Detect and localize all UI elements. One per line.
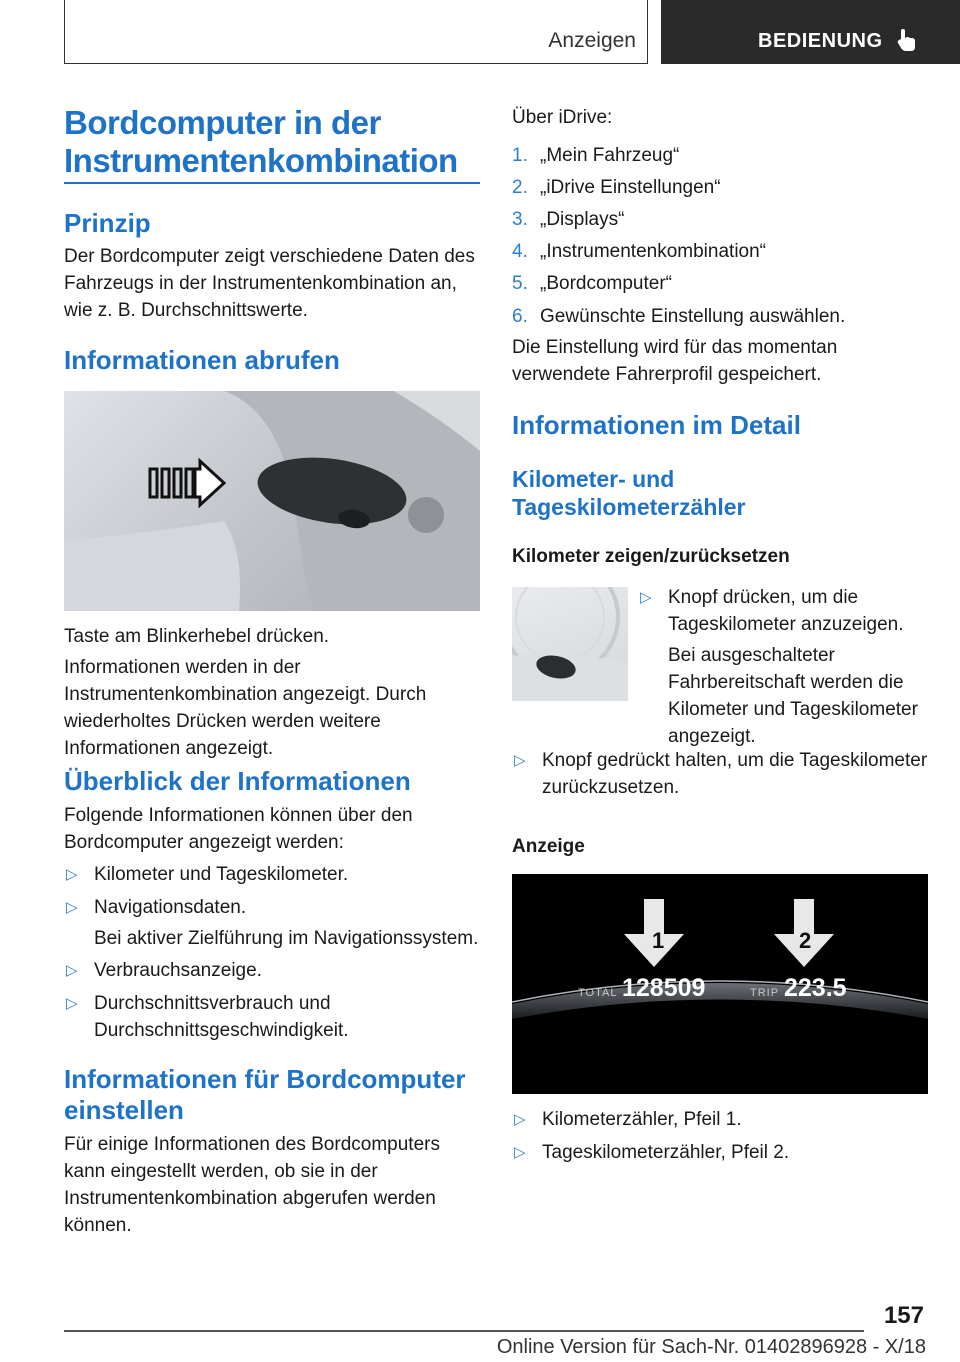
total-value: 128509 [622, 974, 706, 1002]
page-number: 157 [883, 1302, 924, 1329]
odometer-display-photo [512, 874, 928, 1094]
steps-note: Die Einstellung wird für das momentan verwendete Fahrerprofil gespeichert. [512, 337, 838, 385]
arrow-1-label: 1 [652, 928, 665, 953]
instrument-cluster-button-photo [512, 587, 628, 701]
section-label: Anzeigen [548, 29, 636, 52]
bullet-triangle-icon: ▷ [640, 589, 652, 606]
heading-anzeige: Anzeige [512, 836, 585, 857]
total-label: TOTAL [578, 987, 618, 999]
footer-rule [64, 1330, 864, 1332]
arrow-2-label: 2 [799, 928, 812, 953]
footer-online-version: Online Version für Sach-Nr. 01402896928 - X/18 [496, 1336, 926, 1358]
turn-signal-lever-photo [64, 391, 480, 611]
page-title: Bordcomputer in der Instrumentenkombination [64, 104, 458, 179]
zeigen-item1-subtext: Bei ausgeschalteter Fahrbereitschaft werden die Kilometer und Tageskilometer angezeigt. [668, 645, 918, 747]
heading-ueberblick: Überblick der Informationen [64, 766, 411, 796]
chapter-tab-label: BEDIENUNG [758, 30, 883, 52]
pointing-hand-icon [895, 27, 921, 53]
heading-einstellen: Informationen für Bordcomputer einstellen [64, 1064, 466, 1125]
idrive-intro: Über iDrive: [512, 107, 613, 128]
prinzip-text: Der Bordcomputer zeigt verschiedene Daten des Fahrzeugs in der Instrumentenkombination an, wie z. B. Durchschnittswerte. [64, 246, 475, 321]
heading-detail: Informationen im Detail [512, 410, 801, 440]
trip-label: TRIP [750, 987, 780, 999]
heading-prinzip: Prinzip [64, 208, 151, 238]
bullet-triangle-icon: ▷ [66, 866, 78, 883]
ueberblick-text: Folgende Informationen können über den Bordcomputer angezeigt werden: [64, 805, 413, 853]
einstellen-text: Für einige Informationen des Bordcomputers kann eingestellt werden, ob sie in der Instrumentenkombination abgerufen werden können. [64, 1134, 440, 1236]
bullet-triangle-icon: ▷ [66, 899, 78, 916]
bullet-triangle-icon: ▷ [66, 962, 78, 979]
heading-kilometer: Kilometer- und Tageskilometerzähler [512, 466, 746, 520]
navigation-subtext: Bei aktiver Zielführung im Navigationssystem. [94, 928, 479, 949]
heading-abrufen: Informationen abrufen [64, 345, 340, 375]
bullet-triangle-icon: ▷ [66, 995, 78, 1012]
bullet-triangle-icon: ▷ [514, 1111, 526, 1128]
abrufen-text1: Taste am Blinkerhebel drücken. [64, 626, 330, 647]
abrufen-text2: Informationen werden in der Instrumentenkombination angezeigt. Durch wiederholtes Drücken werden weitere Informationen angezeigt. [64, 657, 427, 759]
heading-zeigen: Kilometer zeigen/zurücksetzen [512, 546, 790, 567]
title-rule [64, 182, 480, 184]
trip-value: 223.5 [784, 974, 847, 1002]
bullet-triangle-icon: ▷ [514, 1144, 526, 1161]
bullet-triangle-icon: ▷ [514, 752, 526, 769]
